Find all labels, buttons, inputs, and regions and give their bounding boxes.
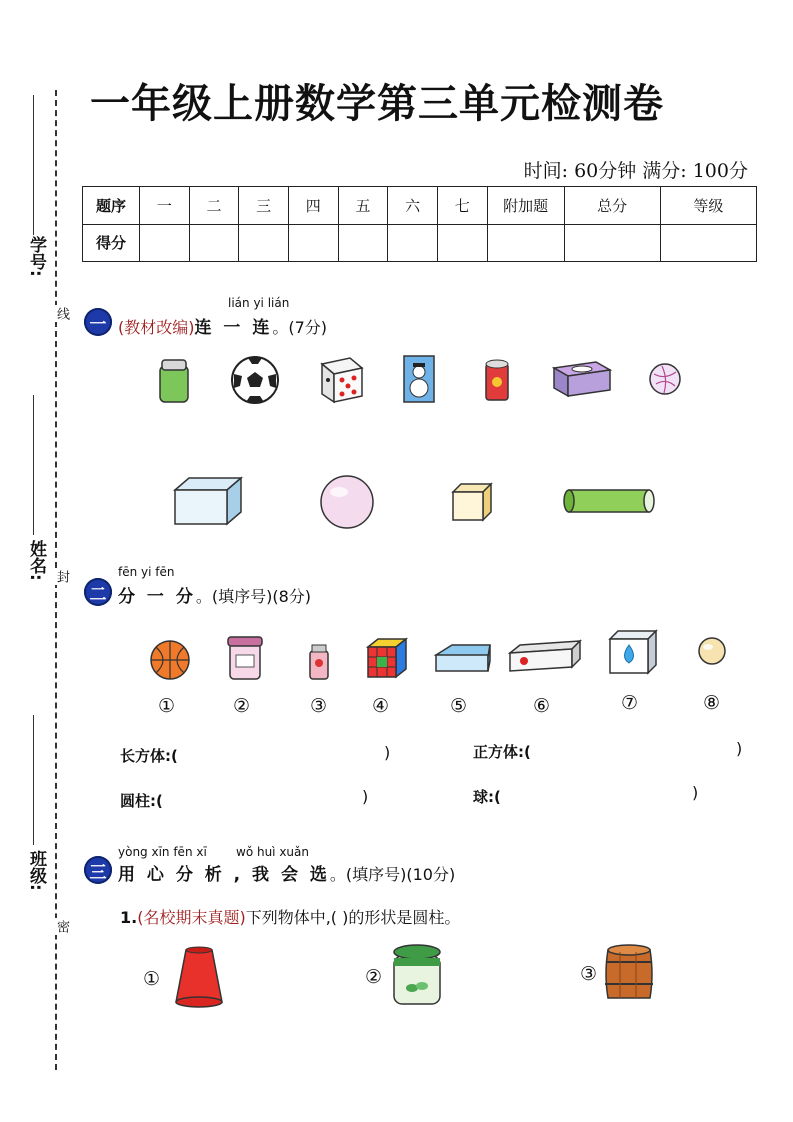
dice-icon[interactable] [322,358,362,402]
score-input-cell[interactable] [660,224,756,262]
section1-shapes [165,470,665,535]
section1-badge: 一 [84,308,112,336]
item-number-6: ⑥ [533,695,551,717]
score-table [82,186,757,262]
class-label: 班级: [26,850,46,891]
section3-heading [118,860,455,885]
option-number-2: ② [365,966,383,988]
section3-title: 用 心 分 析 , 我 会 选 [118,865,330,885]
table-cell: 四 [288,187,338,225]
section3-objects [168,940,668,1015]
seal-word-seal: 封 [54,570,69,583]
table-cell: 五 [338,187,388,225]
table-cell: 总分 [564,187,660,225]
class-line [33,715,34,845]
section1-prefix: (教材改编) [118,318,195,337]
score-input-cell[interactable] [437,224,487,262]
cuboid-close-paren: ) [384,743,391,762]
score-input-cell[interactable] [239,224,289,262]
sphere-shape-icon[interactable] [321,476,373,528]
sphere-label: 球:( [473,788,501,806]
cylinder-shape-icon[interactable] [564,490,654,512]
pearl-ball-icon[interactable] [699,638,725,664]
jar-icon[interactable] [228,637,262,679]
seal-word-secret: 密 [54,920,69,933]
table-cell: 六 [388,187,438,225]
question1 [120,905,460,928]
table-cell-header: 题序 [83,187,140,225]
score-table-score-row [83,224,757,262]
blue-box-icon[interactable] [436,645,490,671]
cube-label: 正方体:( [473,743,531,761]
small-ball-icon[interactable] [650,364,680,394]
item-number-8: ⑧ [703,692,721,714]
seal-word-line: 线 [54,307,69,320]
section3-pinyin-1: yòng xīn fēn xī [118,845,207,859]
section1-title: 连 一 连 [194,318,273,338]
table-cell-header: 得分 [83,224,140,262]
table-cell: 三 [239,187,289,225]
item-number-2: ② [233,695,251,717]
section2-badge: 二 [84,578,112,606]
wooden-barrel-icon[interactable] [605,945,653,998]
score-input-cell[interactable] [388,224,438,262]
option-number-3: ③ [580,963,598,985]
name-line [33,395,34,535]
section2-suffix: 。(填序号)(8分) [195,587,311,606]
time-info: 时间: 60分钟 满分: 100分 [523,160,748,182]
tea-jar-icon[interactable] [394,945,440,1004]
cube-close-paren: ) [736,739,743,758]
question1-text: 下列物体中,( )的形状是圆柱。 [245,908,461,927]
water-drop-cube-icon[interactable] [610,631,656,673]
section3-suffix: 。(填序号)(10分) [329,865,456,884]
cuboid-label: 长方体:( [120,747,178,765]
cylinder-answer-field[interactable] [186,789,356,811]
table-cell: 二 [189,187,239,225]
sphere-close-paren: ) [692,783,699,802]
section2-objects [140,625,740,685]
cuboid-answer-field[interactable] [205,744,380,766]
question1-number: 1. [120,908,138,927]
section2-pinyin: fēn yi fēn [118,565,175,579]
item-number-7: ⑦ [621,692,639,714]
item-number-3: ③ [310,695,328,717]
score-input-cell[interactable] [288,224,338,262]
section2-title: 分 一 分 [118,587,196,607]
section3-badge: 三 [84,856,112,884]
tissue-box-icon[interactable] [554,362,610,396]
table-cell: 一 [140,187,190,225]
sphere-answer-field[interactable] [516,785,686,807]
score-table-header-row [83,187,757,225]
student-id-line [33,95,34,235]
score-input-cell[interactable] [338,224,388,262]
question1-answer-field[interactable] [430,903,476,925]
name-label: 姓名: [26,540,46,581]
section1-pinyin: lián yi lián [228,296,290,310]
item-number-1: ① [158,695,176,717]
option-number-1: ① [143,968,161,990]
table-cell: 七 [437,187,487,225]
cylinder-close-paren: ) [362,787,369,806]
item-number-5: ⑤ [450,695,468,717]
section1-suffix: 。(7分) [272,318,328,337]
score-input-cell[interactable] [564,224,660,262]
basketball-icon[interactable] [151,641,189,679]
cylinder-label: 圆柱:( [120,792,163,810]
section2-heading [118,582,311,607]
toothpaste-box-icon[interactable] [510,641,580,671]
score-input-cell[interactable] [487,224,564,262]
soccer-ball-icon[interactable] [232,357,278,403]
item-number-4: ④ [372,695,390,717]
section1-heading [118,313,327,338]
score-input-cell[interactable] [140,224,190,262]
red-cup-icon[interactable] [176,947,222,1007]
green-jar-icon[interactable] [160,360,188,402]
score-input-cell[interactable] [189,224,239,262]
small-bottle-icon[interactable] [310,645,328,679]
question1-prefix: (名校期末真题) [137,908,246,927]
section1-objects [140,350,700,410]
cube-answer-field[interactable] [560,740,730,762]
rubiks-cube-icon[interactable] [368,639,406,677]
student-id-label: 学号: [26,236,46,277]
red-can-icon[interactable] [486,360,508,400]
cuboid-shape-icon[interactable] [175,478,241,524]
page-title: 一年级上册数学第三单元检测卷 [90,80,664,127]
snowman-picture-icon[interactable] [404,356,434,402]
cube-shape-icon[interactable] [453,484,491,520]
section3-pinyin-2: wǒ huì xuǎn [236,845,309,859]
table-cell: 等级 [660,187,756,225]
table-cell: 附加题 [487,187,564,225]
